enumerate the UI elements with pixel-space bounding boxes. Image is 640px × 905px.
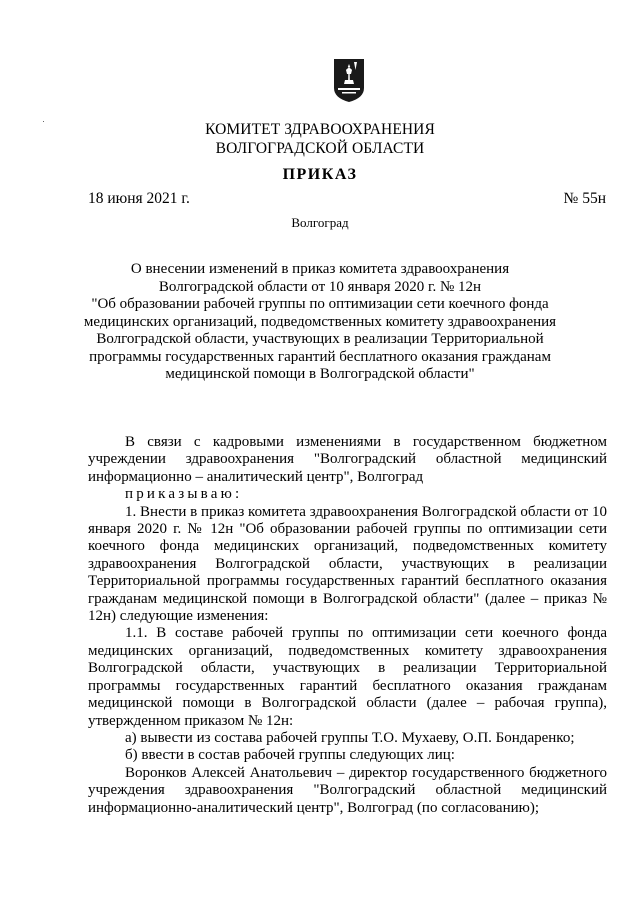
subject-line: О внесении изменений в приказ комитета здравоохранения (130, 261, 510, 277)
subject-line: медицинской помощи в Волгоградской области" (165, 366, 475, 382)
document-number: № 55н (563, 190, 606, 207)
subject-line: Волгоградской области, участвующих в реализации Территориальной (96, 331, 544, 347)
subject-line: Волгоградской области от 10 января 2020 г. № 12н (158, 278, 482, 295)
org-name-line2: ВОЛГОГРАДСКОЙ ОБЛАСТИ (215, 140, 425, 157)
document-city: Волгоград (291, 215, 349, 230)
clause-1-1: 1.1. В составе рабочей группы по оптимизации сети коечного фонда медицинских организаций, подведомственных комитету здравоохранения Волгоградской области, участвующих в реализации Территориальной программы государственных гарантий бесплатного оказания гражданам медицинской помощи в Волгоградской области (далее – рабочая группа), утвержденном приказом № 12н: (88, 625, 607, 729)
subject-line: медицинских организаций, подведомственных комитету здравоохранения (83, 313, 557, 330)
clause-1: 1. Внести в приказ комитета здравоохранения Волгоградской области от 10 января 2020 г. № 12н "Об образовании рабочей группы по оптимизации сети коечного фонда медицинских организаций, подведомственных комитету здравоохранения Волгоградской области, участвующих в реализации Территориальной программы государственных гарантий бесплатного оказания гражданам медицинской помощи в Волгоградской области" (далее – приказ № 12н) следующие изменения: (88, 503, 607, 625)
document-date: 18 июня 2021 г. (88, 190, 190, 207)
document-subject (80, 261, 560, 384)
preamble-paragraph: В связи с кадровыми изменениями в государственном бюджетном учреждении здравоохранения "Волгоградский областной медицинский информационно – аналитический центр", Волгоград (88, 434, 607, 485)
subject-line: "Об образовании рабочей группы по оптимизации сети коечного фонда (91, 296, 549, 312)
coat-of-arms-icon (333, 58, 365, 103)
new-member-entry: Воронков Алексей Анатольевич – директор государственного бюджетного учреждения здравоохранения "Волгоградский областной медицинский информационно-аналитический центр", Волгоград (по согласованию); (88, 764, 607, 816)
org-name-line1: КОМИТЕТ ЗДРАВООХРАНЕНИЯ (205, 121, 435, 138)
order-phrase: приказываю: (125, 486, 243, 503)
document-body (88, 434, 607, 817)
clause-a: а) вывести из состава рабочей группы Т.О. Мухаеву, О.П. Бондаренко; (125, 729, 575, 746)
document-type: ПРИКАЗ (282, 166, 358, 183)
subject-line: программы государственных гарантий бесплатного оказания гражданам (89, 348, 551, 365)
clause-b: б) ввести в состав рабочей группы следующих лиц: (125, 747, 455, 764)
